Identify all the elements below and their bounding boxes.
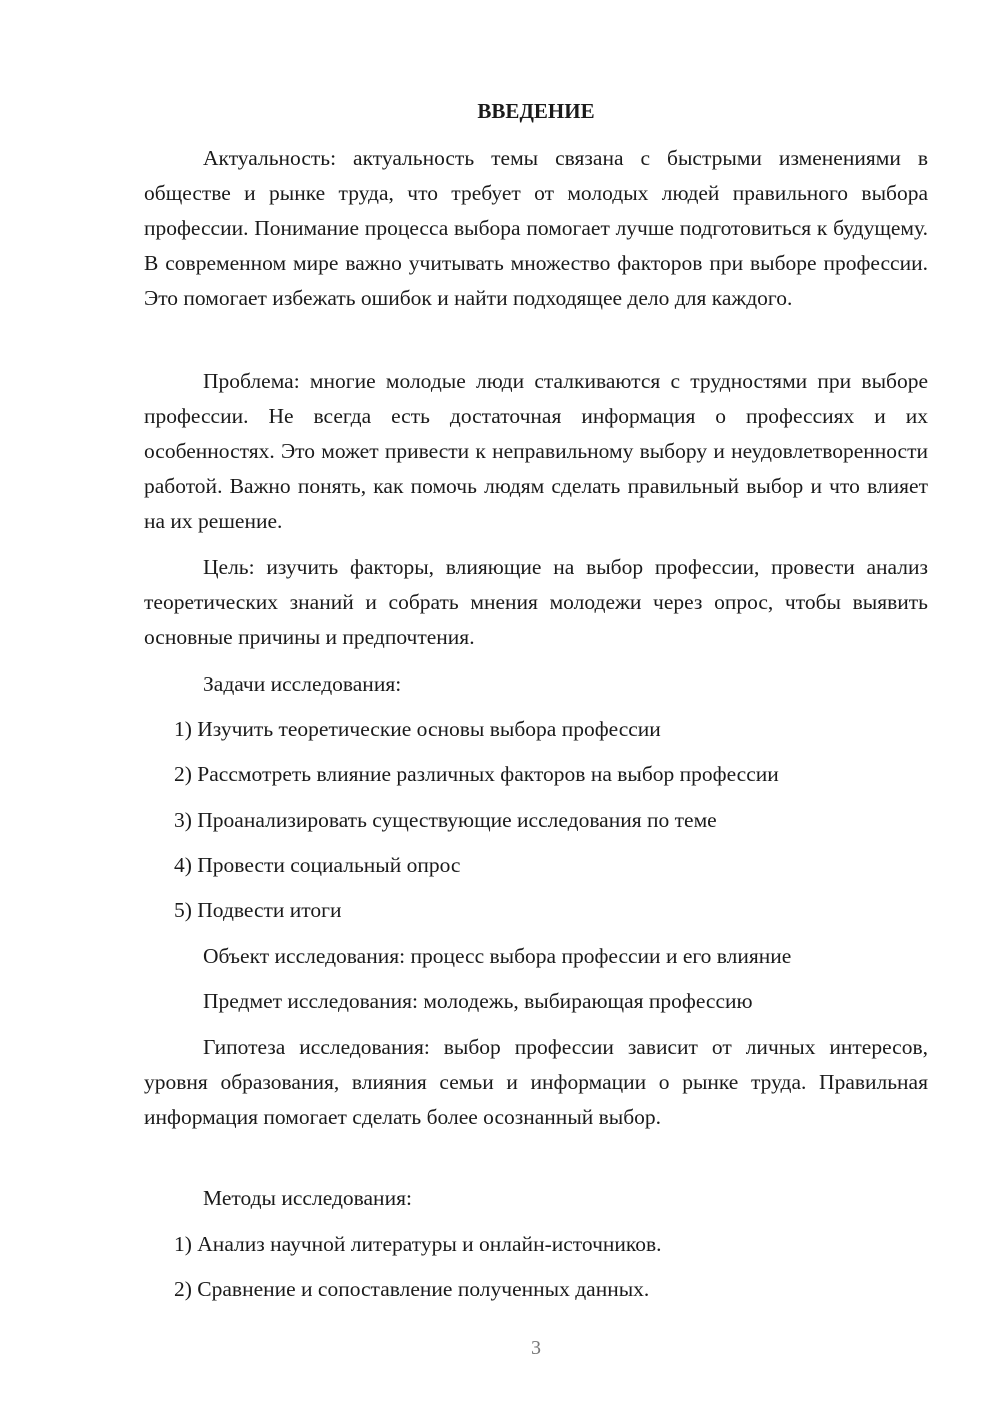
tasks-title: Задачи исследования: [203, 672, 402, 696]
research-subject: Предмет исследования: молодежь, выбирающая профессию [203, 989, 753, 1013]
hypothesis-paragraph: Гипотеза исследования: выбор профессии зависит от личных интересов, уровня образования, влияния семьи и информации о рынке труда. Правильная информация помогает сделать более осознанный выбор. [144, 1035, 928, 1129]
research-object: Объект исследования: процесс выбора профессии и его влияние [203, 944, 792, 968]
goal-paragraph: Цель: изучить факторы, влияющие на выбор профессии, провести анализ теоретических знаний и собрать мнения молодежи через опрос, чтобы выявить основные причины и предпочтения. [144, 555, 928, 649]
methods-title: Методы исследования: [203, 1186, 412, 1210]
task-item: 4) Провести социальный опрос [174, 853, 461, 877]
task-item: 3) Проанализировать существующие исследования по теме [174, 808, 717, 832]
task-item: 1) Изучить теоретические основы выбора профессии [174, 717, 661, 741]
method-item: 2) Сравнение и сопоставление полученных данных. [174, 1277, 650, 1301]
relevance-paragraph: Актуальность: актуальность темы связана с быстрыми изменениями в обществе и рынке труда, что требует от молодых людей правильного выбора профессии. Понимание процесса выбора помогает лучше подготовиться к будущему. В современном мире важно учитывать множество факторов при выборе профессии. Это помогает избежать ошибок и найти подходящее дело для каждого. [144, 146, 928, 310]
problem-paragraph: Проблема: многие молодые люди сталкиваются с трудностями при выборе профессии. Не всегда есть достаточная информация о профессиях и их особенностях. Это может привести к неправильному выбору и неудовлетворенности работой. Важно понять, как помочь людям сделать правильный выбор и что влияет на их решение. [144, 369, 928, 533]
method-item: 1) Анализ научной литературы и онлайн-источников. [174, 1232, 662, 1256]
section-heading: ВВЕДЕНИЕ [477, 99, 595, 123]
task-item: 2) Рассмотреть влияние различных факторов на выбор профессии [174, 762, 779, 786]
page-number: 3 [531, 1337, 541, 1359]
task-item: 5) Подвести итоги [174, 898, 342, 922]
